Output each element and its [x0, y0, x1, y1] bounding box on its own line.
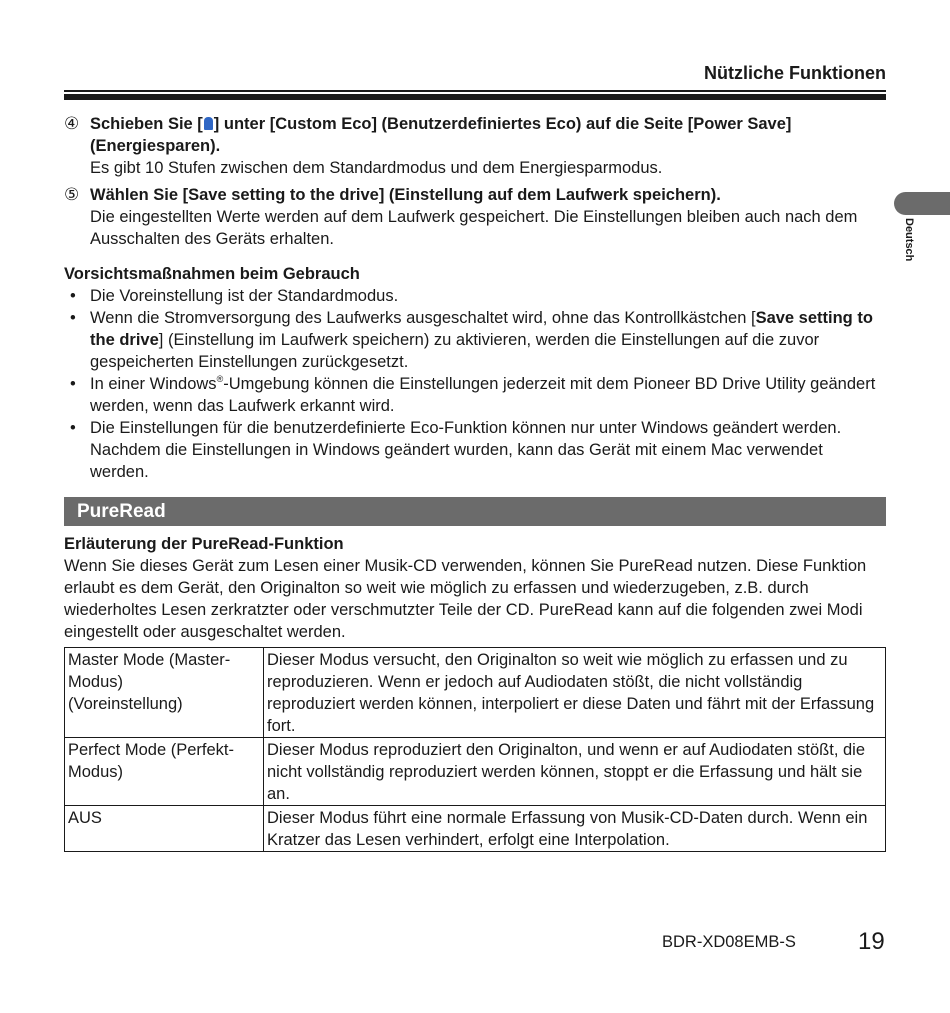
header-rule-thin: [64, 90, 886, 92]
pureread-intro: [64, 533, 886, 643]
mode-description-cell: Dieser Modus reproduziert den Originalton, und wenn er auf Audiodaten stößt, die nicht vollständig reproduziert werden können, stoppt er die Erfassung und hält sie an.: [264, 738, 886, 806]
list-item: [64, 373, 886, 417]
mode-name-line: (Voreinstellung): [68, 695, 183, 713]
mode-name-line: Perfect Mode (Perfekt-: [68, 741, 234, 759]
list-item-text: -Umgebung können die Einstellungen jederzeit mit dem Pioneer BD Drive Utility geändert werden, wenn das Laufwerk erkannt wird.: [90, 375, 876, 415]
bullet-icon: •: [70, 419, 76, 437]
mode-name-cell: [65, 648, 264, 738]
step-5: [64, 184, 886, 250]
caution-title: Vorsichtsmaßnahmen beim Gebrauch: [64, 265, 360, 283]
step-description: Die eingestellten Werte werden auf dem Laufwerk gespeichert. Die Einstellungen bleiben auch nach dem Ausschalten des Geräts erhalten.: [90, 208, 858, 248]
bullet-icon: •: [70, 309, 76, 327]
footer-model-number: BDR-XD08EMB-S: [662, 933, 796, 951]
table-row: [65, 806, 886, 852]
pureread-subtitle: Erläuterung der PureRead-Funktion: [64, 535, 344, 553]
list-item: [64, 285, 886, 307]
list-item-text: ] (Einstellung im Laufwerk speichern) zu aktivieren, werden die Einstellungen auf die zuvor gespeicherten Einstellungen zurückgesetzt.: [90, 331, 820, 371]
step-instruction: Wählen Sie [Save setting to the drive] (Einstellung auf dem Laufwerk speichern).: [90, 186, 721, 204]
list-item-text: In einer Windows: [90, 375, 217, 393]
step-description: Es gibt 10 Stufen zwischen dem Standardmodus und dem Energiesparmodus.: [90, 159, 663, 177]
blue-slider-icon: [204, 117, 213, 130]
bullet-icon: •: [70, 375, 76, 393]
step-instruction-part: ] unter [Custom Eco] (Benutzerdefiniertes Eco) auf die Seite [Power Save] (Energiesparen).: [90, 115, 792, 155]
table-row: [65, 648, 886, 738]
mode-name-cell: [65, 738, 264, 806]
step-4: [64, 113, 886, 179]
list-item: [64, 307, 886, 373]
mode-name-line: Modus): [68, 763, 124, 781]
page-title: Nützliche Funktionen: [704, 63, 886, 83]
section-title: PureRead: [77, 501, 166, 522]
header-rule-thick: [64, 94, 886, 100]
step-instruction-part: Schieben Sie [: [90, 115, 203, 133]
list-item-text: Die Einstellungen für die benutzerdefinierte Eco-Funktion können nur unter Windows geändert werden. Nachdem die Einstellungen in Windows geändert wurden, kann das Gerät mit einem Mac verwendet werden.: [90, 419, 842, 481]
mode-description-cell: Dieser Modus führt eine normale Erfassung von Musik-CD-Daten durch. Wenn ein Kratzer das Lesen verhindert, erfolgt eine Interpolation.: [264, 806, 886, 852]
bullet-icon: •: [70, 287, 76, 305]
caution-list: [64, 285, 886, 483]
mode-name-cell: [65, 806, 264, 852]
pureread-description: Wenn Sie dieses Gerät zum Lesen einer Musik-CD verwenden, können Sie PureRead nutzen. Diese Funktion erlaubt es dem Gerät, den Originalton so weit wie möglich zu erfassen und wiederzugeben, z.B. durch wiederholtes Lesen zerkratzter oder verschmutzter Teile der CD. PureRead kann auf die folgenden zwei Modi eingestellt oder ausgeschaltet werden.: [64, 557, 867, 641]
section-header-pureread: [64, 497, 886, 526]
list-item-text: Wenn die Stromversorgung des Laufwerks ausgeschaltet wird, ohne das Kontrollkästchen [: [90, 309, 756, 327]
language-tab: [894, 192, 950, 215]
step-number: ④: [64, 114, 80, 133]
table-row: [65, 738, 886, 806]
step-instruction: [90, 113, 886, 157]
mode-name-line: Master Mode (Master-: [68, 651, 231, 669]
mode-description-cell: Dieser Modus versucht, den Originalton so weit wie möglich zu erfassen und zu reproduzieren. Wenn er jedoch auf Audiodaten stößt, die nicht vollständig reproduziert werden können, interpoliert er diese Daten und fährt mit der Erfassung fort.: [264, 648, 886, 738]
mode-name-line: Modus): [68, 673, 124, 691]
language-tab-label: Deutsch: [903, 218, 915, 262]
list-item: [64, 417, 886, 483]
caution-section: [64, 263, 886, 483]
page-number: 19: [858, 928, 885, 955]
modes-table: [64, 647, 886, 852]
mode-name-line: AUS: [68, 809, 102, 827]
step-number: ⑤: [64, 185, 80, 204]
list-item-text: Die Voreinstellung ist der Standardmodus.: [90, 287, 399, 305]
registered-mark: ®: [216, 374, 224, 384]
list-item-bold: Save setting to the drive: [90, 309, 873, 349]
